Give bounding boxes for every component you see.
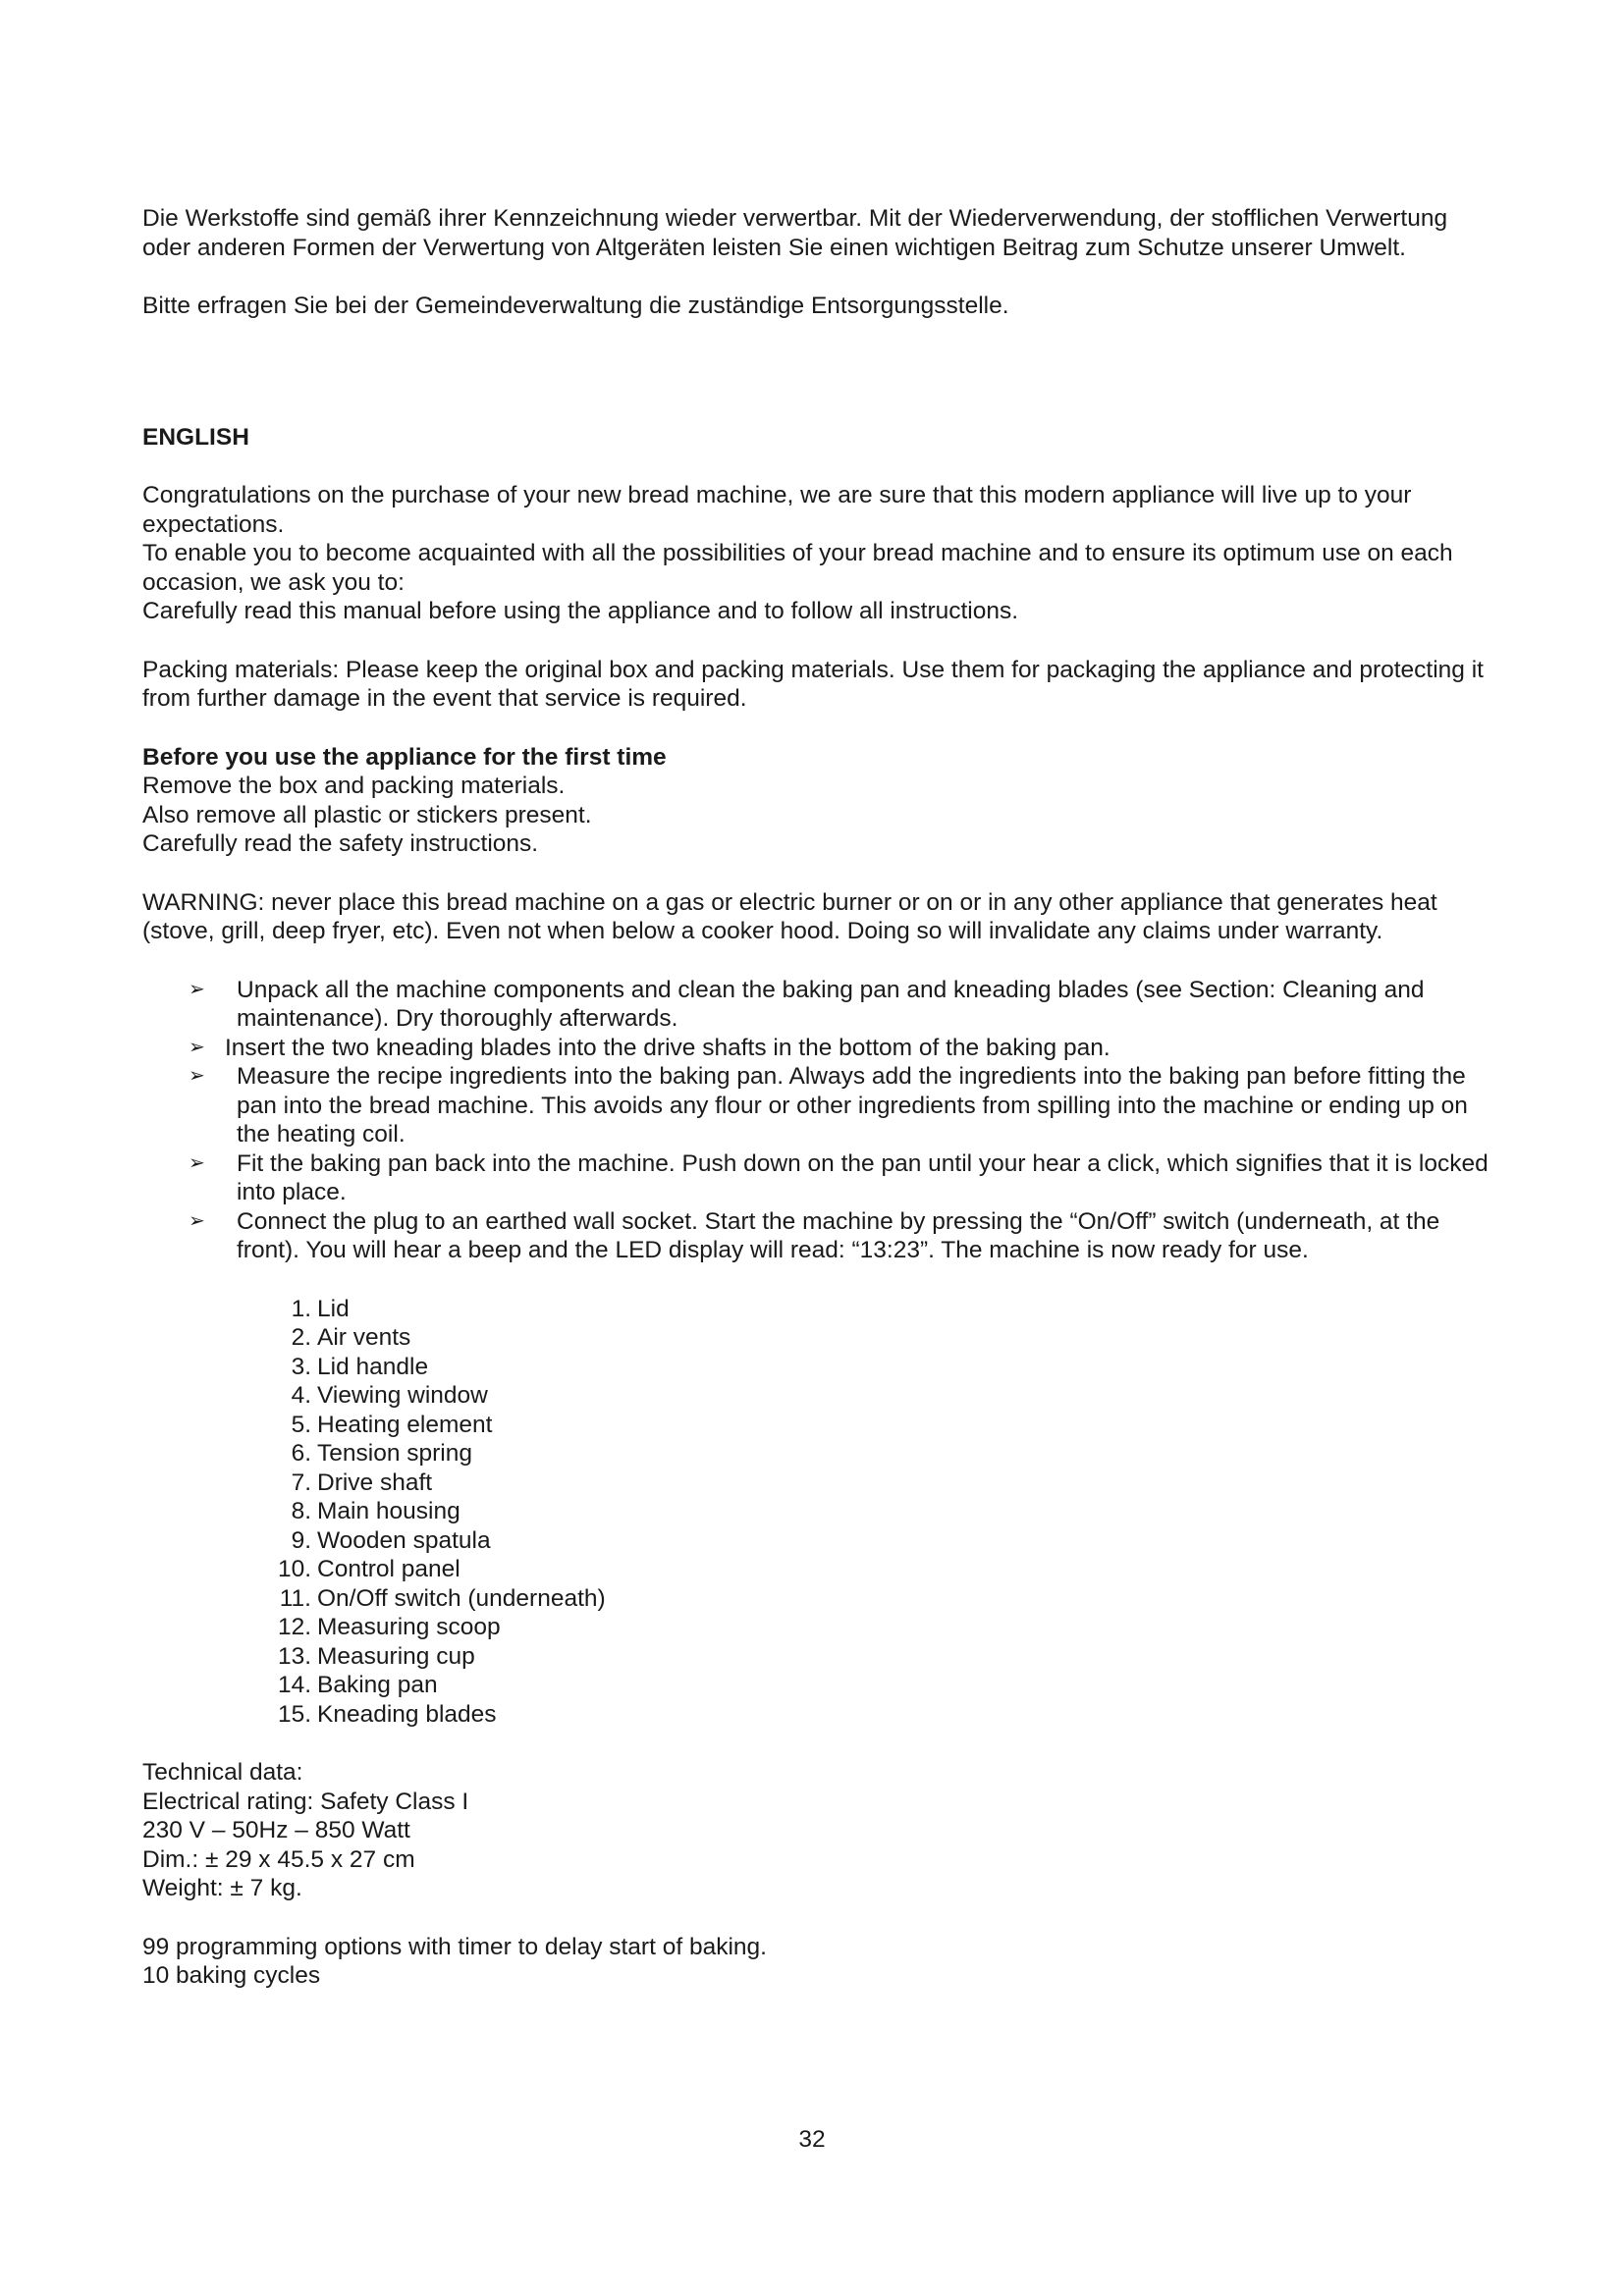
part-item	[142, 1700, 1497, 1730]
arrowhead-bullet-icon: ➢	[189, 1065, 205, 1087]
warning-paragraph: WARNING: never place this bread machine on a gas or electric burner or on or in any other appliance that generates heat (stove, grill, deep fryer, etc). Even not when below a cooker hood. Doing so will invalidate any claims under warranty.	[142, 888, 1437, 944]
part-number: 1.	[291, 1295, 311, 1322]
arrowhead-bullet-icon: ➢	[189, 1036, 205, 1058]
part-label: Control panel	[317, 1556, 460, 1582]
part-label: Baking pan	[317, 1672, 438, 1698]
parts-list	[142, 1295, 1497, 1730]
setup-step	[142, 1207, 1497, 1265]
setup-step	[142, 1034, 1497, 1063]
page-content	[142, 204, 1497, 1991]
setup-step-text: Fit the baking pan back into the machine. Push down on the pan until your hear a click, which signifies that it is locked into place.	[237, 1149, 1489, 1205]
technical-rating: Electrical rating: Safety Class I	[142, 1788, 469, 1815]
part-number: 7.	[291, 1468, 311, 1496]
part-label: Lid handle	[317, 1353, 429, 1380]
part-number: 11.	[279, 1584, 311, 1612]
part-number: 2.	[291, 1324, 311, 1351]
arrowhead-bullet-icon: ➢	[189, 978, 205, 1000]
arrowhead-bullet-icon: ➢	[189, 1151, 205, 1174]
setup-step-text: Connect the plug to an earthed wall socket. Start the machine by pressing the “On/Off” switch (underneath, at the front). You will hear a beep and the LED display will read: “13:23”. The machine is now ready for use.	[237, 1207, 1440, 1263]
part-label: Air vents	[317, 1324, 411, 1351]
part-label: Measuring scoop	[317, 1614, 501, 1640]
first-use-line: Carefully read the safety instructions.	[142, 830, 539, 857]
part-item	[142, 1642, 1497, 1672]
intro-acquainted: To enable you to become acquainted with all the possibilities of your bread machine and to ensure its optimum use on each occasion, we ask you to:	[142, 540, 1453, 596]
part-label: Tension spring	[317, 1440, 472, 1467]
part-label: Wooden spatula	[317, 1526, 491, 1554]
part-item	[142, 1439, 1497, 1468]
part-item	[142, 1497, 1497, 1526]
english-section-heading: ENGLISH	[142, 423, 249, 451]
first-use-line: Remove the box and packing materials.	[142, 773, 566, 799]
arrowhead-bullet-icon: ➢	[189, 1209, 205, 1232]
part-number: 15.	[277, 1700, 311, 1728]
part-item	[142, 1353, 1497, 1382]
german-disposal-paragraph: Bitte erfragen Sie bei der Gemeindeverwaltung die zuständige Entsorgungsstelle.	[142, 293, 1009, 319]
technical-weight: Weight: ± 7 kg.	[142, 1875, 302, 1901]
part-number: 4.	[291, 1382, 311, 1409]
part-label: Measuring cup	[317, 1642, 475, 1670]
part-label: On/Off switch (underneath)	[317, 1584, 606, 1612]
technical-dimensions: Dim.: ± 29 x 45.5 x 27 cm	[142, 1845, 415, 1873]
part-item	[142, 1671, 1497, 1700]
german-recycling-paragraph: Die Werkstoffe sind gemäß ihrer Kennzeichnung wieder verwertbar. Mit der Wiederverwendung, der stofflichen Verwertung oder anderen Formen der Verwertung von Altgeräten leisten Sie einen wichtigen Beitrag zum Schutze unserer Umwelt.	[142, 205, 1448, 261]
technical-power: 230 V – 50Hz – 850 Watt	[142, 1817, 410, 1843]
part-number: 8.	[291, 1498, 311, 1524]
packing-materials-paragraph: Packing materials: Please keep the original box and packing materials. Use them for packaging the appliance and protecting it from further damage in the event that service is required.	[142, 656, 1484, 712]
part-number: 5.	[291, 1411, 311, 1438]
part-number: 10.	[277, 1556, 311, 1582]
page-number: 32	[798, 2126, 826, 2153]
part-label: Main housing	[317, 1498, 460, 1524]
part-label: Viewing window	[317, 1382, 488, 1409]
part-item	[142, 1411, 1497, 1440]
intro-congratulations: Congratulations on the purchase of your new bread machine, we are sure that this modern appliance will live up to your expectations.	[142, 482, 1412, 538]
part-item	[142, 1295, 1497, 1324]
setup-step-text: Insert the two kneading blades into the drive shafts in the bottom of the baking pan.	[225, 1034, 1110, 1061]
first-use-line: Also remove all plastic or stickers present.	[142, 801, 592, 828]
part-number: 12.	[277, 1614, 311, 1640]
part-number: 3.	[291, 1353, 311, 1380]
feature-line: 99 programming options with timer to delay start of baking.	[142, 1933, 767, 1960]
part-item	[142, 1468, 1497, 1498]
part-item	[142, 1584, 1497, 1614]
setup-step	[142, 1062, 1497, 1149]
part-item	[142, 1555, 1497, 1584]
part-item	[142, 1381, 1497, 1411]
part-label: Lid	[317, 1295, 350, 1322]
part-item	[142, 1323, 1497, 1353]
setup-step	[142, 1149, 1497, 1207]
part-number: 14.	[277, 1672, 311, 1698]
part-item	[142, 1613, 1497, 1642]
part-label: Kneading blades	[317, 1700, 497, 1728]
part-number: 6.	[291, 1440, 311, 1467]
setup-steps-list	[142, 976, 1497, 1265]
setup-step-text: Unpack all the machine components and clean the baking pan and kneading blades (see Section: Cleaning and maintenance). Dry thoroughly afterwards.	[237, 976, 1425, 1032]
intro-read-manual: Carefully read this manual before using the appliance and to follow all instructions.	[142, 598, 1019, 624]
part-number: 13.	[277, 1642, 311, 1670]
setup-step-text: Measure the recipe ingredients into the baking pan. Always add the ingredients into the baking pan before fitting the pan into the bread machine. This avoids any flour or other ingredients from spilling into the machine or ending up on the heating coil.	[237, 1063, 1468, 1148]
first-use-heading: Before you use the appliance for the first time	[142, 743, 667, 771]
part-number: 9.	[291, 1526, 311, 1554]
feature-line: 10 baking cycles	[142, 1962, 321, 1989]
part-label: Heating element	[317, 1411, 493, 1438]
part-item	[142, 1526, 1497, 1556]
technical-data-heading: Technical data:	[142, 1759, 303, 1786]
part-label: Drive shaft	[317, 1468, 433, 1496]
setup-step	[142, 976, 1497, 1034]
